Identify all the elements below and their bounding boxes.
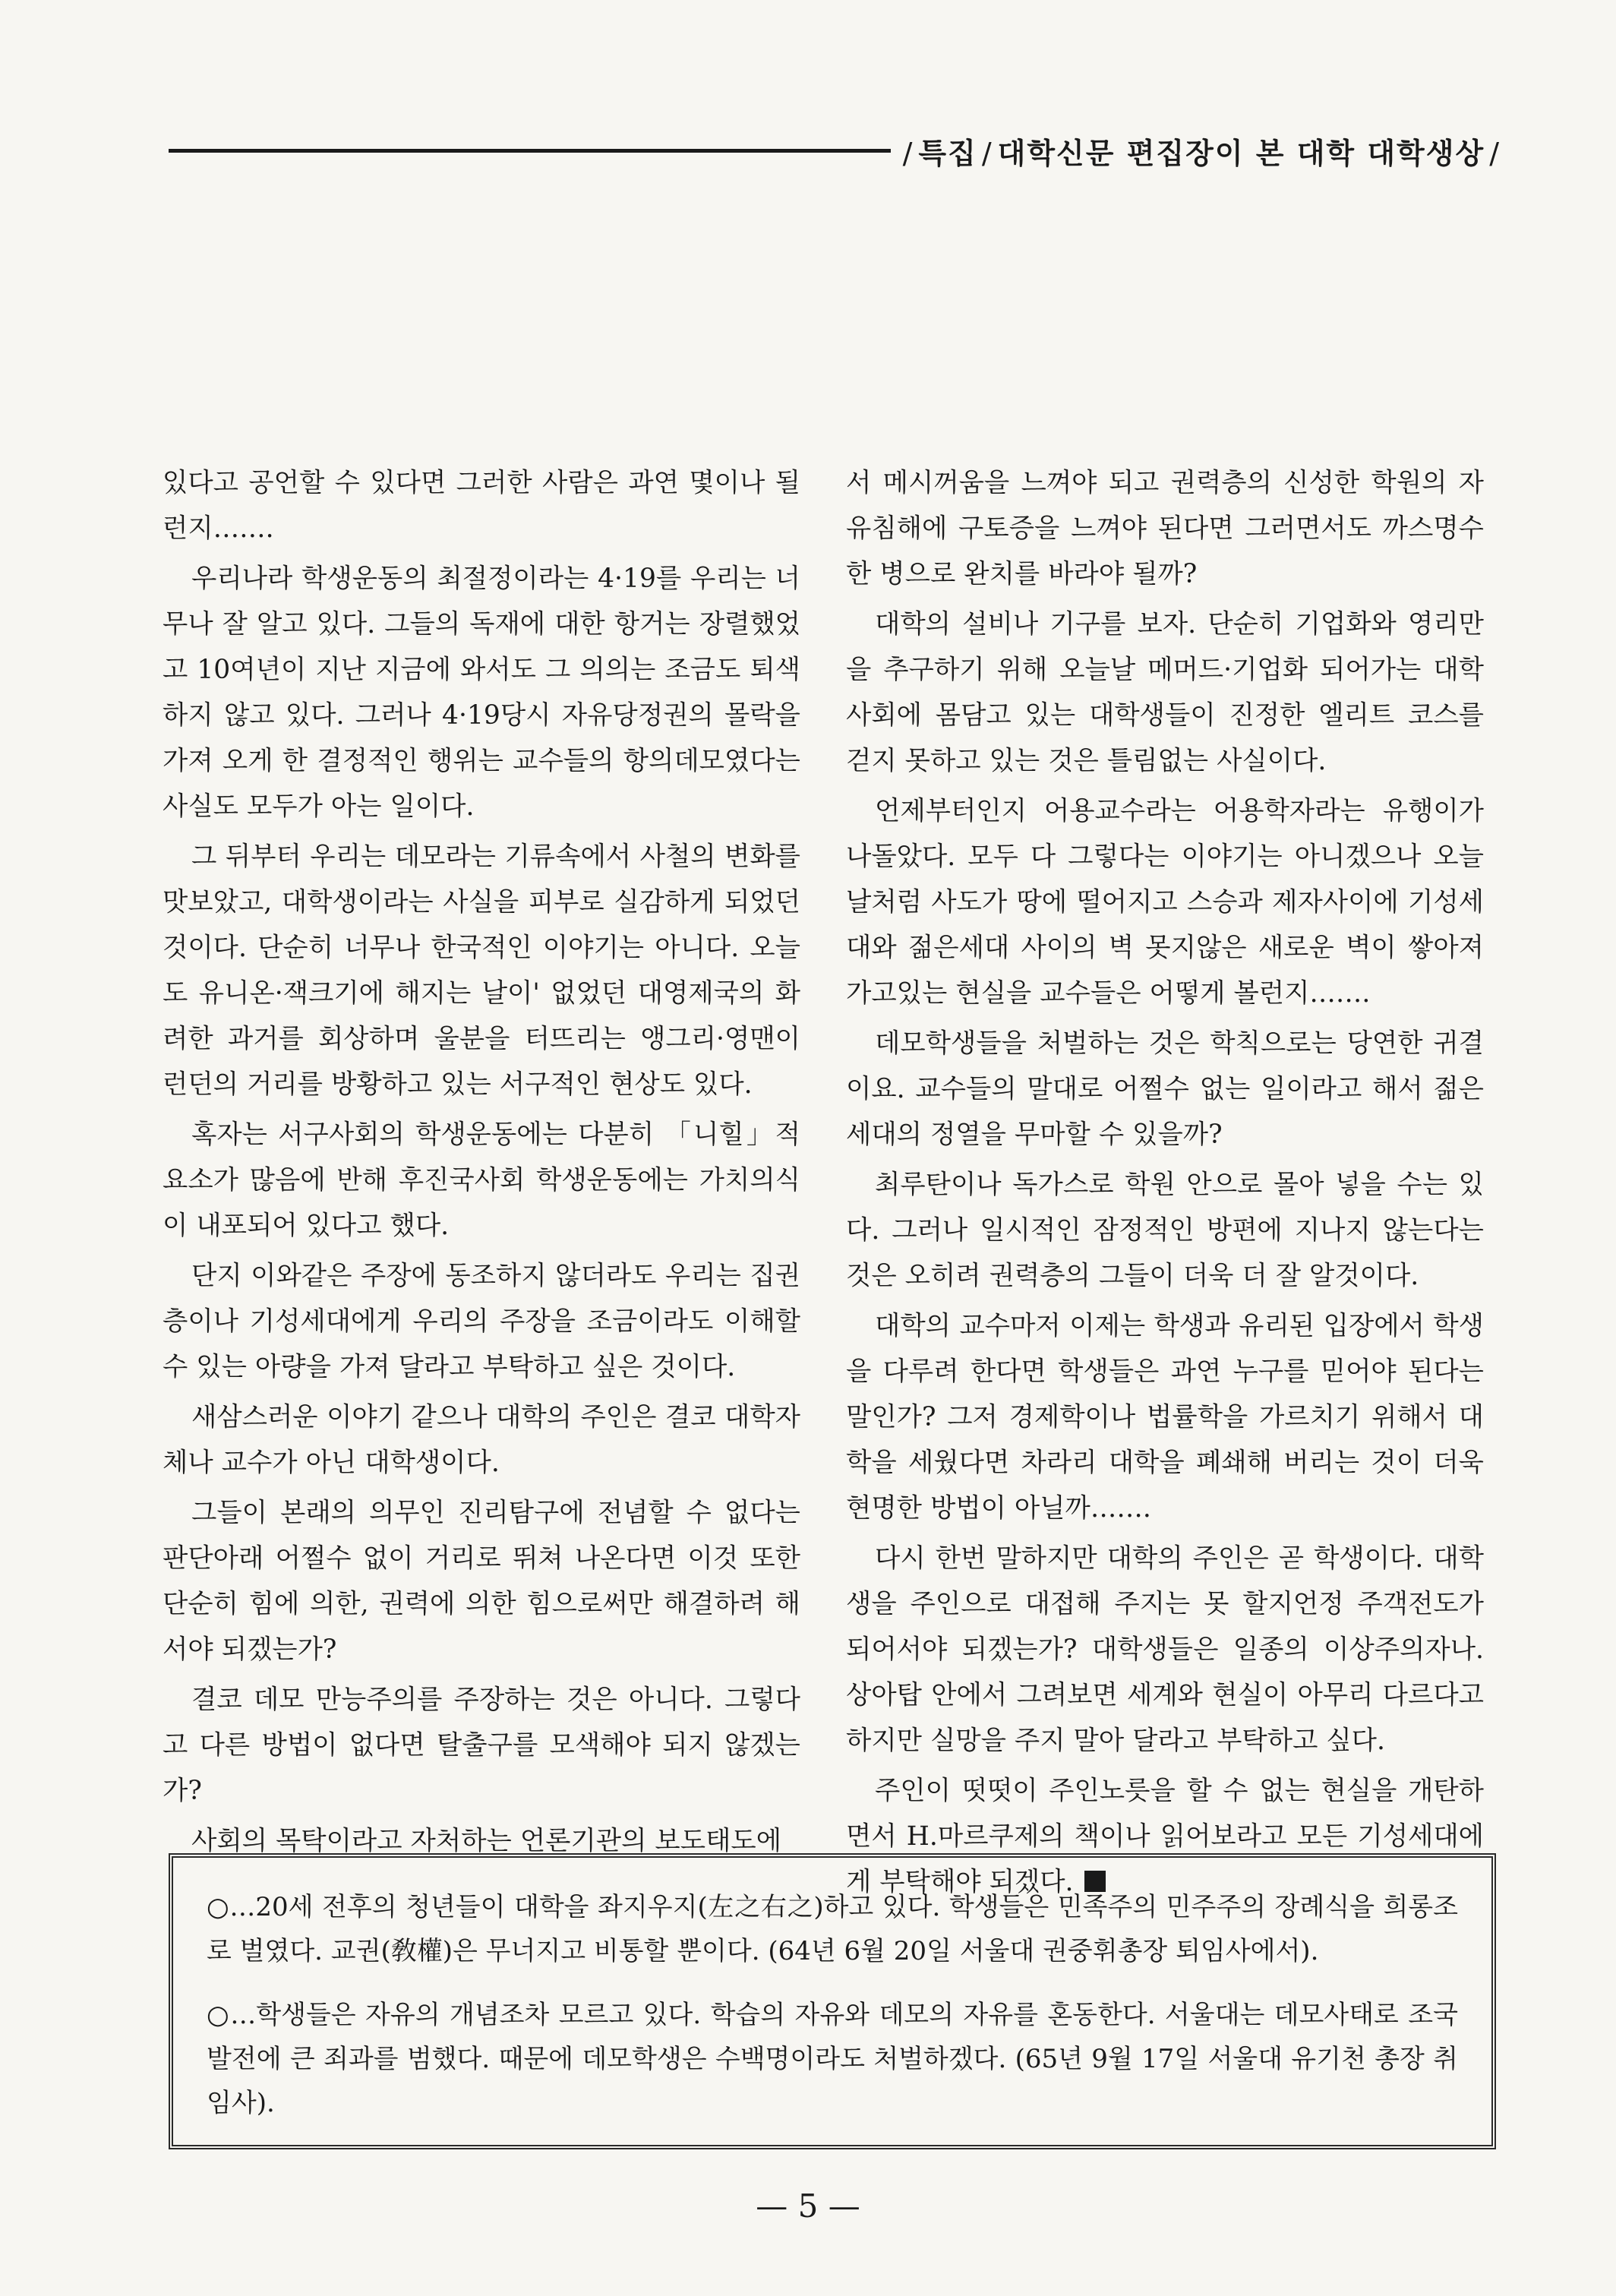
right-column [846,460,1484,1897]
header-slash: / [981,136,993,170]
header-tag: 특집 [918,136,977,170]
page-number: — 5 — [756,2187,860,2225]
quote-item: ○…20세 전후의 청년들이 대학을 좌지우지(左之右之)하고 있다. 학생들은 민족주의 민주주의 장례식을 희롱조로 벌였다. 교권(敎權)은 무너지고 비통할 뿐이다. (64년 6월 20일 서울대 권중휘총장 퇴임사에서). [207,1892,1458,1966]
paragraph: 그 뒤부터 우리는 데모라는 기류속에서 사철의 변화를 맛보았고, 대학생이라는 사실을 피부로 실감하게 되었던 것이다. 단순히 너무나 한국적인 이야기는 아니다. 오늘도 유니온·잭크기에 해지는 날이' 없었던 대영제국의 화려한 과거를 회상하며 울분을 터뜨리는 앵그리·영맨이 런던의 거리를 방황하고 있는 서구적인 현상도 있다. [163,842,800,1100]
paragraph: 데모학생들을 처벌하는 것은 학칙으로는 당연한 귀결이요. 교수들의 말대로 어쩔수 없는 일이라고 해서 젊은세대의 정열을 무마할 수 있을까? [846,1028,1484,1150]
paragraph: 다시 한번 말하지만 대학의 주인은 곧 학생이다. 대학생을 주인으로 대접해 주지는 못 할지언정 주객전도가 되어서야 되겠는가? 대학생들은 일종의 이상주의자나. 상아탑 안에서 그려보면 세계와 현실이 아무리 다르다고 하지만 실망을 주지 말아 달라고 부탁하고 싶다. [846,1543,1484,1756]
header-slash: / [1489,136,1501,170]
quote-box [169,1853,1496,2149]
paragraph: 새삼스러운 이야기 같으나 대학의 주인은 결코 대학자체나 교수가 아닌 대학생이다. [163,1402,800,1478]
header-text [898,130,1505,172]
paragraph: 단지 이와같은 주장에 동조하지 않더라도 우리는 집권층이나 기성세대에게 우리의 주장을 조금이라도 이해할 수 있는 아량을 가져 달라고 부탁하고 싶은 것이다. [163,1261,800,1382]
paragraph-text: 주인이 떳떳이 주인노릇을 할 수 없는 현실을 개탄하면서 H.마르쿠제의 책이나 읽어보라고 모든 기성세대에게 부탁해야 되겠다. [846,1776,1484,1897]
article-body [163,460,1484,1897]
paragraph: 그들이 본래의 의무인 진리탐구에 전념할 수 없다는 판단아래 어쩔수 없이 거리로 뛰쳐 나온다면 이것 또한 단순히 힘에 의한, 권력에 의한 힘으로써만 해결하려 해서야 되겠는가? [163,1498,800,1665]
paragraph: 대학의 교수마저 이제는 학생과 유리된 입장에서 학생을 다루려 한다면 학생들은 과연 누구를 믿어야 된다는 말인가? 그저 경제학이나 법률학을 가르치기 위해서 대학을 세웠다면 차라리 대학을 폐쇄해 버리는 것이 더욱 현명한 방법이 아닐까……. [846,1311,1484,1524]
paragraph: 있다고 공언할 수 있다면 그러한 사람은 과연 몇이나 될런지……. [163,468,800,544]
paragraph: 결코 데모 만능주의를 주장하는 것은 아니다. 그렇다고 다른 방법이 없다면 탈출구를 모색해야 되지 않겠는가? [163,1685,800,1806]
quote-item: ○…학생들은 자유의 개념조차 모르고 있다. 학습의 자유와 데모의 자유를 혼동한다. 서울대는 데모사태로 조국발전에 큰 죄과를 범했다. 때문에 데모학생은 수백명이라도 처벌하겠다. (65년 9월 17일 서울대 유기천 총장 취임사). [207,2000,1458,2118]
paragraph: 혹자는 서구사회의 학생운동에는 다분히 「니힐」적 요소가 많음에 반해 후진국사회 학생운동에는 가치의식이 내포되어 있다고 했다. [163,1120,800,1241]
section-header [169,128,1505,173]
paragraph: 대학의 설비나 기구를 보자. 단순히 기업화와 영리만을 추구하기 위해 오늘날 메머드·기업화 되어가는 대학사회에 몸담고 있는 대학생들이 진정한 엘리트 코스를 걷지 못하고 있는 것은 틀림없는 사실이다. [846,609,1484,776]
header-rule [169,149,891,153]
header-slash: / [902,136,914,170]
paragraph: 우리나라 학생운동의 최절정이라는 4·19를 우리는 너무나 잘 알고 있다. 그들의 독재에 대한 항거는 장렬했었고 10여년이 지난 지금에 와서도 그 의의는 조금도 퇴색하지 않고 있다. 그러나 4·19당시 자유당정권의 몰락을 가져 오게 한 결정적인 행위는 교수들의 항의데모였다는 사실도 모두가 아는 일이다. [163,564,800,822]
header-title: 대학신문 편집장이 본 대학 대학생상 [997,136,1485,170]
paragraph: 사회의 목탁이라고 자처하는 언론기관의 보도태도에 [191,1826,782,1856]
left-column [163,460,800,1856]
paragraph: 서 메시꺼움을 느껴야 되고 권력층의 신성한 학원의 자유침해에 구토증을 느껴야 된다면 그러면서도 까스명수 한 병으로 완치를 바라야 될까? [846,468,1484,589]
paragraph: 언제부터인지 어용교수라는 어용학자라는 유행이가 나돌았다. 모두 다 그렇다는 이야기는 아니겠으나 오늘날처럼 사도가 땅에 떨어지고 스승과 제자사이에 기성세대와 젊은세대 사이의 벽 못지않은 새로운 벽이 쌓아져 가고있는 현실을 교수들은 어떻게 볼런지……. [846,796,1484,1009]
paragraph: 최루탄이나 독가스로 학원 안으로 몰아 넣을 수는 있다. 그러나 일시적인 잠정적인 방편에 지나지 않는다는 것은 오히려 권력층의 그들이 더욱 더 잘 알것이다. [846,1170,1484,1291]
